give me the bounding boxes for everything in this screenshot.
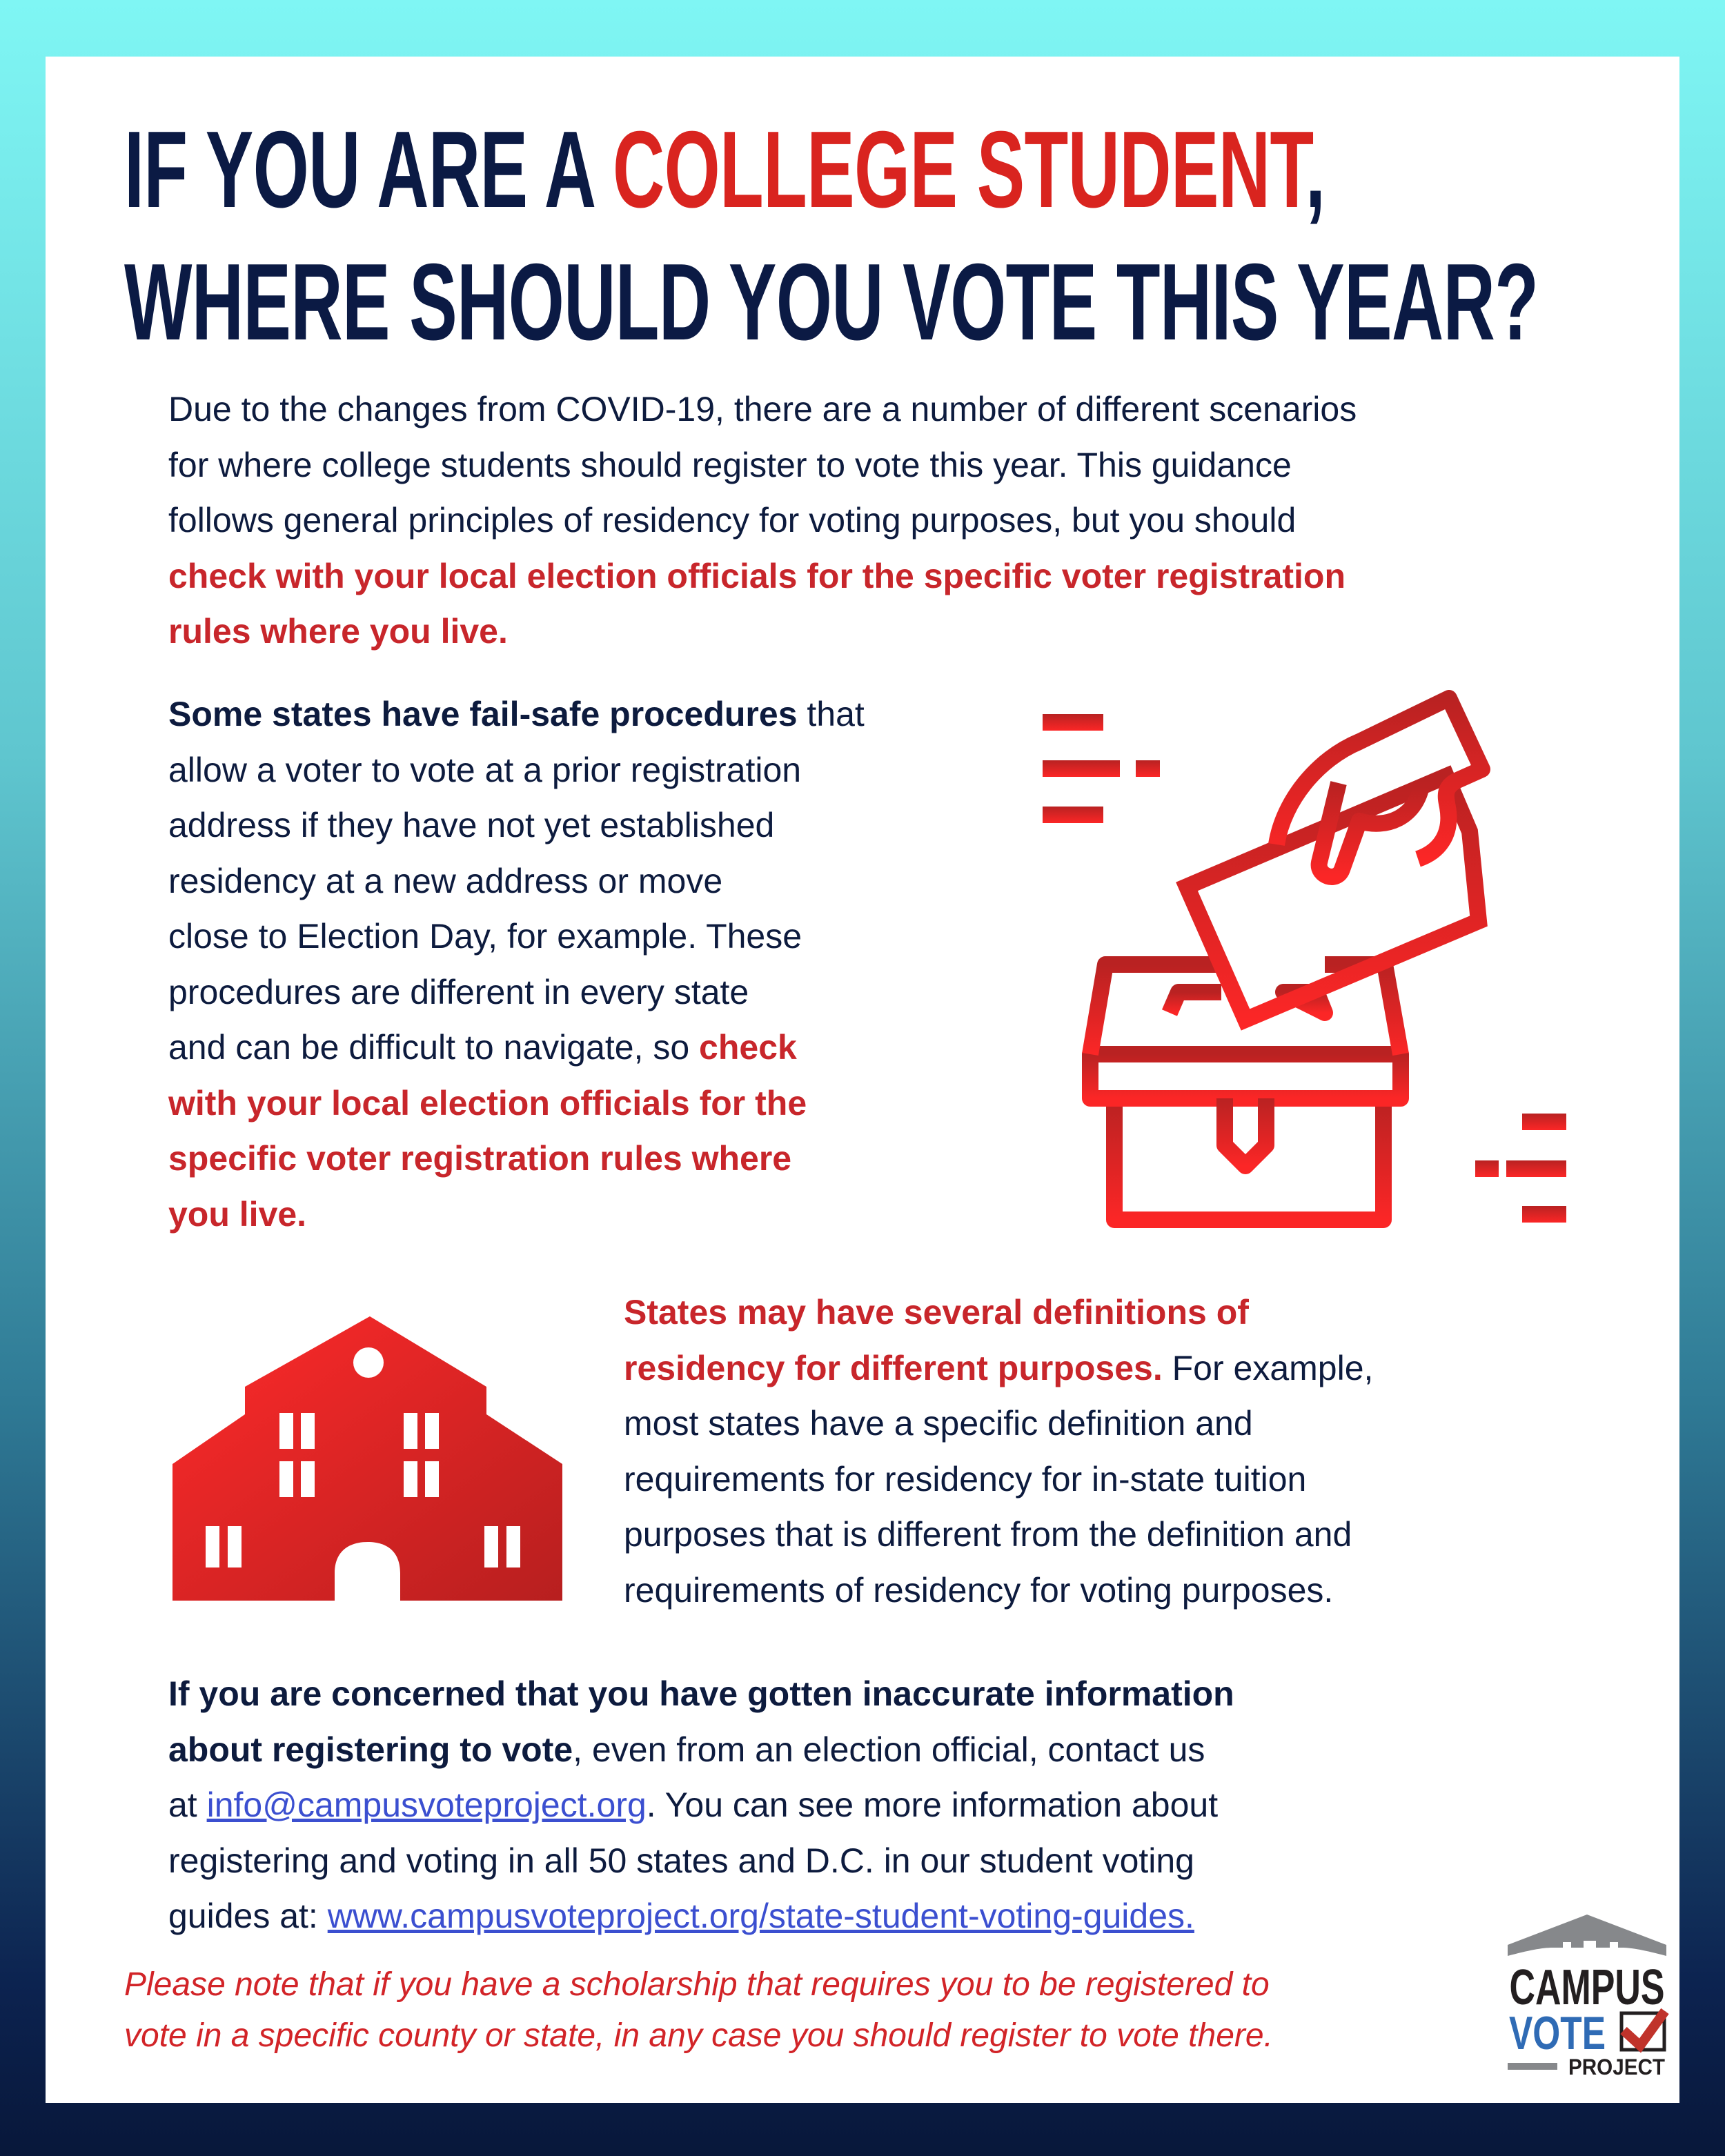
logo-campus: CAMPUS <box>1509 1960 1665 2015</box>
contact-text: , even from an election official, contact us at <box>168 1730 1205 1824</box>
school-building-icon <box>172 1311 569 1608</box>
failsafe-paragraph <box>168 686 996 1242</box>
title-highlight: COLLEGE STUDENT <box>612 109 1305 230</box>
failsafe-bold: Some states have fail-safe procedures <box>168 695 798 733</box>
contact-bold: If you are concerned that you have gotten inaccurate information about registering to vote <box>168 1674 1234 1769</box>
scholarship-note: Please note that if you have a scholarship that requires you to be registered to vote in a specific county or state, in any case you should register to vote there. <box>124 1966 1273 2054</box>
residency-paragraph <box>624 1285 1659 1618</box>
contact-text-2: . You can see more information about registering and voting in all 50 states and D.C. in our student voting guides at: <box>168 1786 1219 1935</box>
title-line2: WHERE SHOULD YOU VOTE THIS YEAR? <box>124 241 1539 363</box>
residency-emphasis: States may have several definitions of residency for different purposes. <box>624 1293 1249 1387</box>
voting-guides-link[interactable]: www.campusvoteproject.org/state-student-voting-guides. <box>327 1897 1194 1935</box>
failsafe-emphasis: check with your local election officials for the specific voter registration rules where you live. <box>168 1028 807 1234</box>
checkmark-icon <box>1624 2011 1665 2046</box>
intro-emphasis: check with your local election officials for the specific voter registration rules where you live. <box>168 556 1346 651</box>
title-text: IF YOU ARE A <box>124 109 613 230</box>
email-link[interactable]: info@campusvoteproject.org <box>206 1786 647 1824</box>
ballot-box-icon <box>1021 676 1587 1242</box>
logo-project: PROJECT <box>1568 2055 1666 2079</box>
residency-text: For example, most states have a specific definition and requirements for residency for in-state tuition purposes that is different from the definition and requirements of residency for voting purposes. <box>624 1348 1374 1610</box>
logo-vote: VOTE <box>1509 2007 1606 2059</box>
intro-text: Due to the changes from COVID-19, there are a number of different scenarios for where college students should register to vote this year. This guidance follows general principles of residency for voting purposes, but you should <box>168 390 1357 540</box>
contact-paragraph <box>168 1666 1617 1944</box>
campus-vote-project-logo <box>1508 1915 1670 2080</box>
intro-paragraph <box>168 382 1617 660</box>
title-comma: , <box>1305 109 1325 230</box>
page-title <box>124 103 1538 368</box>
failsafe-text: that allow a voter to vote at a prior registration address if they have not yet established residency at a new address or move close to Election Day, for example. These procedures are different in every state and can be difficult to navigate, so <box>168 695 865 1067</box>
